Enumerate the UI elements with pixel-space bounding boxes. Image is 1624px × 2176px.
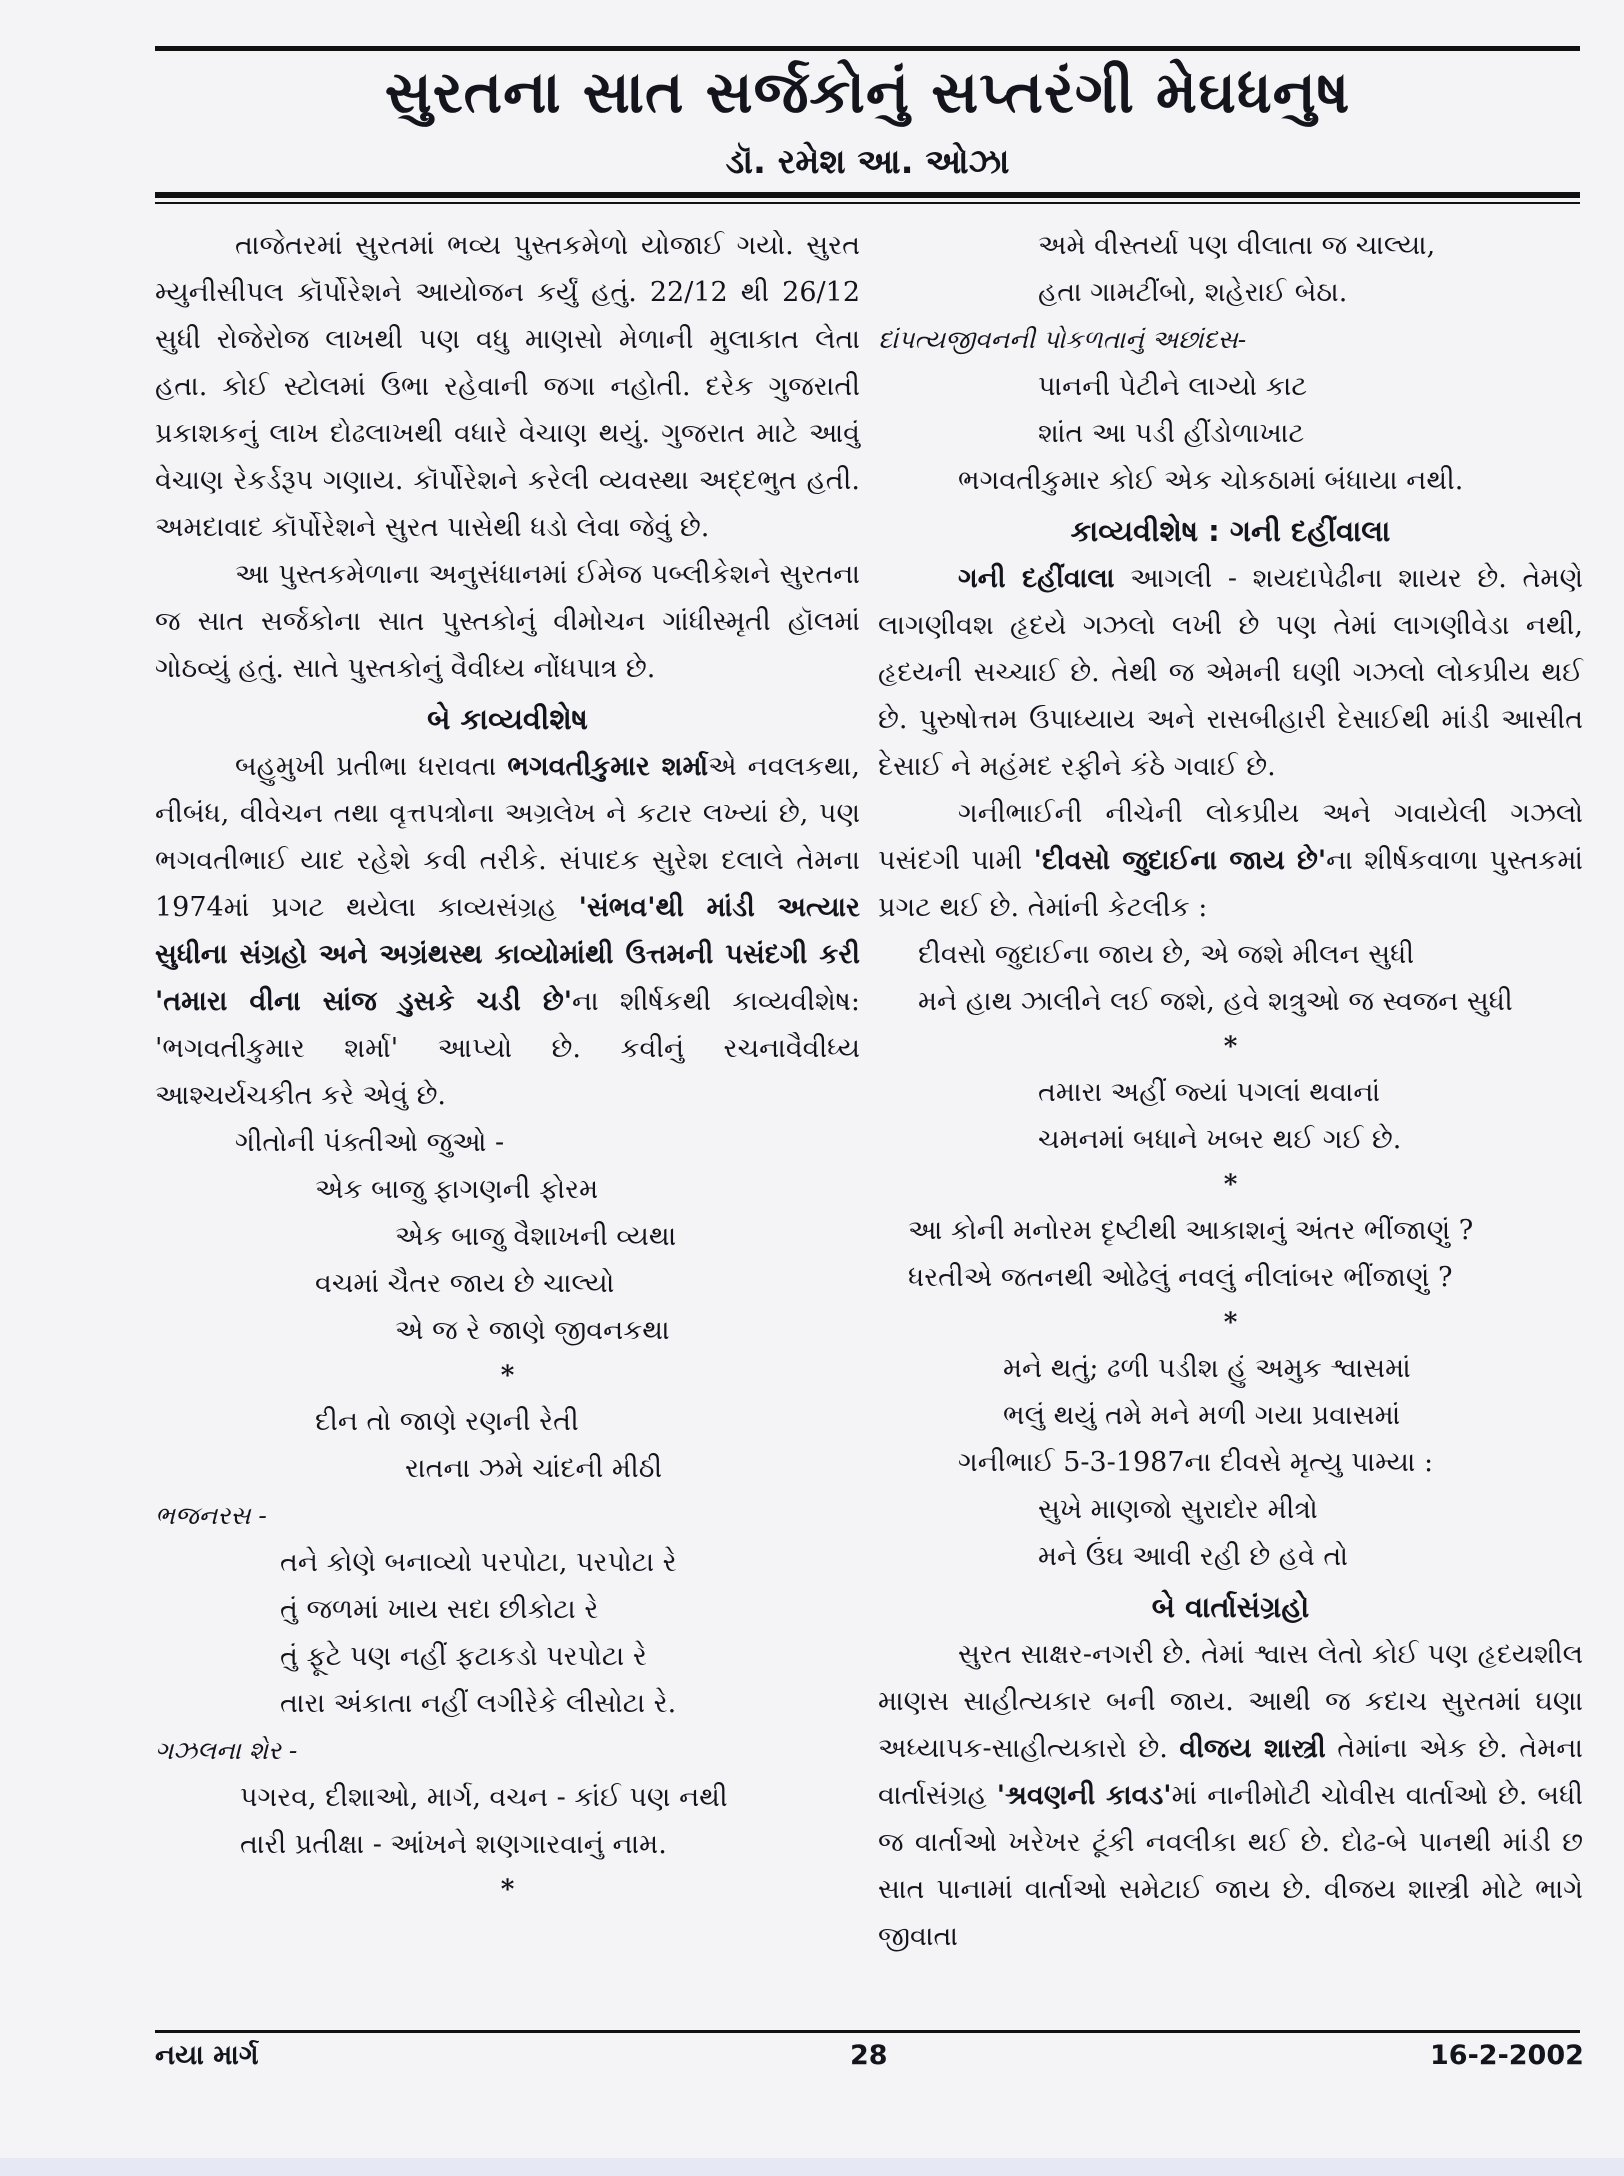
verse-line: મને થતું; ઢળી પડીશ હું અમુક શ્વાસમાં [1003, 1353, 1411, 1384]
verse-line: તારા અંકાતા નહીં લગીરેકે લીસોટા રે. [280, 1688, 677, 1719]
bold-name: વીજય શાસ્ત્રી [1179, 1733, 1326, 1764]
section-heading: બે વાર્તાસંગ્રહો [1151, 1590, 1310, 1624]
text-run: સુરત સાક્ષર-નગરી છે. તેમાં શ્વાસ લેતો કોઈ પણ હૃદયશીલ માણસ સાહીત્યકાર બની જાય. આથી જ કદાચ સુરતમાં ઘણા અધ્યાપક-સાહીત્યકારો છે. [878, 1639, 1583, 1764]
magazine-name: નયા માર્ગ [155, 2040, 259, 2071]
verse-line: અમે વીસ્તર્યા પણ વીલાતા જ ચાલ્યા, [1038, 230, 1436, 261]
text-run: બહુમુખી પ્રતીભા ધરાવતા [235, 751, 508, 782]
verse-line: ધરતીએ જતનથી ઓઢેલું નવલું નીલાંબર ભીંજાણું ? [908, 1262, 1453, 1293]
section-heading: બે કાવ્યવીશેષ [427, 702, 588, 736]
separator-star: * [500, 1361, 515, 1391]
sub-label: દાંપત્યજીવનની પોકળતાનું અછાંદસ- [878, 325, 1247, 354]
paragraph [155, 743, 860, 1119]
verse-line: મને હાથ ઝાલીને લઈ જશે, હવે શત્રુઓ જ સ્વજન સુધી [918, 986, 1513, 1017]
right-column [878, 222, 1583, 1960]
text-run: ના શીર્ષકથી કાવ્યવીશેષ: 'ભગવતીકુમાર શર્મા' આપ્યો છે. કવીનું રચનાવૈવીધ્ય આશ્ચર્યચકીત કરે એવું છે. [155, 986, 860, 1111]
text-run: એ નવલકથા, નીબંધ, વીવેચન તથા વૃત્તપત્રોના અગ્રલેખ ને કટાર લખ્યાં છે, પણ ભગવતીભાઈ યાદ રહેશે કવી તરીકે. સંપાદક સુરેશ દલાલે તેમના 1974માં પ્રગટ થયેલા કાવ્યસંગ્રહ [155, 751, 860, 923]
sub-label: ગઝલના શેર - [155, 1736, 298, 1765]
verse-line: તને કોણે બનાવ્યો પરપોટા, પરપોટા રે [280, 1547, 677, 1578]
footer-rule [155, 2030, 1580, 2033]
text-run: ના શીર્ષકવાળા પુસ્તકમાં પ્રગટ થઈ છે. તેમાંની કેટલીક : [878, 845, 1583, 923]
verse-line: ગનીભાઈ 5-3-1987ના દીવસે મૃત્યુ પામ્યા : [958, 1447, 1434, 1478]
verse-line: રાતના ઝમે ચાંદની મીઠી [405, 1453, 663, 1484]
paragraph [878, 790, 1583, 931]
verse-line: દીવસો જુદાઈના જાય છે, એ જશે મીલન સુધી [918, 939, 1415, 970]
verse-line: શાંત આ પડી હીંડોળાખાટ [1038, 418, 1305, 449]
text-run: ગનીભાઈની નીચેની લોકપ્રીય અને ગવાયેલી ગઝલો પસંદગી પામી [878, 798, 1583, 876]
issue-date: 16-2-2002 [1430, 2040, 1584, 2071]
verse-line: તમારા અહીં જ્યાં પગલાં થવાનાં [1038, 1077, 1381, 1108]
verse-line: ચમનમાં બધાને ખબર થઈ ગઈ છે. [1038, 1124, 1402, 1155]
header-rule-thin [155, 202, 1580, 204]
verse-line: આ કોની મનોરમ દૃષ્ટીથી આકાશનું અંતર ભીંજાણું ? [908, 1215, 1474, 1246]
page-number: 28 [850, 2040, 888, 2071]
paragraph [878, 1631, 1583, 1960]
verse-line: એક બાજુ ફાગણની ફોરમ [315, 1174, 599, 1205]
paragraph: તાજેતરમાં સુરતમાં ભવ્ય પુસ્તકમેળો યોજાઈ ગયો. સુરત મ્યુનીસીપલ કૉર્પોરેશને આયોજન કર્યું હતું. 22/12 થી 26/12 સુધી રોજેરોજ લાખથી પણ વધુ માણસો મેળાની મુલાકાત લેતા હતા. કોઈ સ્ટોલમાં ઉભા રહેવાની જગા નહોતી. દરેક ગુજરાતી પ્રકાશકનું લાખ દોઢલાખથી વધારે વેચાણ થયું. ગુજરાત માટે આવું વેચાણ રેકર્ડરૂપ ગણાય. કૉર્પોરેશને કરેલી વ્યવસ્થા અદ્દભુત હતી. અમદાવાદ કૉર્પોરેશને સુરત પાસેથી ધડો લેવા જેવું છે. [155, 230, 860, 543]
sub-label: ભજનરસ - [155, 1501, 267, 1530]
verse-line: તું ફૂટે પણ નહીં ફટાકડો પરપોટા રે [280, 1641, 647, 1672]
verse-line: તું જળમાં ખાય સદા છીકોટા રે [280, 1594, 599, 1625]
verse-line: સુખે માણજો સુરાદોર મીત્રો [1038, 1494, 1318, 1525]
verse-line: પાનની પેટીને લાગ્યો કાટ [1038, 371, 1308, 402]
bold-title: 'શ્રવણની કાવડ' [996, 1780, 1172, 1811]
verse-line: ભગવતીકુમાર કોઈ એક ચોકઠામાં બંધાયા નથી. [958, 465, 1464, 496]
verse-line: એ જ રે જાણે જીવનકથા [395, 1315, 670, 1346]
verse-line: એક બાજુ વૈશાખની વ્યથા [395, 1221, 677, 1252]
verse-line: દીન તો જાણે રણની રેતી [315, 1406, 579, 1437]
verse-line: તારી પ્રતીક્ષા - આંખને શણગારવાનું નામ. [240, 1829, 667, 1860]
text-run: તેમાંના એક છે. તેમના વાર્તાસંગ્રહ [878, 1733, 1583, 1811]
article-author: ડૉ. રમેશ આ. ઓઝા [725, 142, 1010, 182]
verse-line: ભલું થયું તમે મને મળી ગયા પ્રવાસમાં [1003, 1400, 1401, 1431]
article-title: સુરતના સાત સર્જકોનું સપ્તરંગી મેઘધનુષ [384, 58, 1351, 126]
bold-title: 'સંભવ'થી માંડી અત્યાર સુધીના સંગ્રહો અને અગ્રંથસ્થ કાવ્યોમાંથી ઉત્તમની પસંદગી કરી 'તમારા વીના સાંજ ડુસકે ચડી છે' [155, 892, 861, 1017]
left-column [155, 222, 860, 1912]
bold-name: ભગવતીકુમાર શર્મા [507, 751, 709, 782]
verse-line: પગરવ, દીશાઓ, માર્ગ, વચન - કાંઈ પણ નથી [240, 1782, 728, 1813]
text-run: આગલી - શયદાપેઢીના શાયર છે. તેમણે લાગણીવશ હૃદયે ગઝલો લખી છે પણ તેમાં લાગણીવેડા નથી, હૃદયની સચ્ચાઈ છે. તેથી જ એમની ઘણી ગઝલો લોકપ્રીય થઈ છે. પુરુષોત્તમ ઉપાધ્યાય અને રાસબીહારી દેસાઈથી માંડી આસીત દેસાઈ ને મહંમદ રફીને કંઠે ગવાઈ છે. [878, 563, 1583, 782]
paragraph: આ પુસ્તકમેળાના અનુસંધાનમાં ઈમેજ પબ્લીકેશને સુરતના જ સાત સર્જકોના સાત પુસ્તકોનું વીમોચન ગાંધીસ્મૃતી હૉલમાં ગોઠવ્યું હતું. સાતે પુસ્તકોનું વૈવીધ્ય નોંધપાત્ર છે. [155, 559, 860, 684]
separator-star: * [1223, 1170, 1238, 1200]
verse-line: હતા ગામટીંબો, શહેરાઈ બેઠા. [1038, 277, 1348, 308]
verse-line: મને ઉંઘ આવી રહી છે હવે તો [1038, 1541, 1349, 1572]
section-heading: કાવ્યવીશેષ : ગની દહીંવાલા [1070, 514, 1391, 548]
separator-star: * [1223, 1308, 1238, 1338]
separator-star: * [500, 1875, 515, 1905]
bold-name: ગની દહીંવાલા [958, 563, 1115, 594]
bottom-stripe [0, 2158, 1624, 2176]
bold-title: 'દીવસો જુદાઈના જાય છે' [1033, 845, 1327, 876]
text-run: માં નાનીમોટી ચોવીસ વાર્તાઓ છે. બધી જ વાર્તાઓ ખરેખર ટૂંકી નવલીકા થઈ છે. દોઢ-બે પાનથી માંડી છ સાત પાનામાં વાર્તાઓ સમેટાઈ જાય છે. વીજય શાસ્ત્રી મોટે ભાગે જીવાતા [878, 1780, 1584, 1952]
verse-intro: ગીતોની પંક્તીઓ જુઓ - [235, 1127, 505, 1158]
verse-line: વચમાં ચૈતર જાય છે ચાલ્યો [315, 1268, 615, 1299]
paragraph [878, 555, 1583, 790]
top-rule [155, 46, 1580, 51]
header-rule-thick [155, 192, 1580, 198]
separator-star: * [1223, 1032, 1238, 1062]
